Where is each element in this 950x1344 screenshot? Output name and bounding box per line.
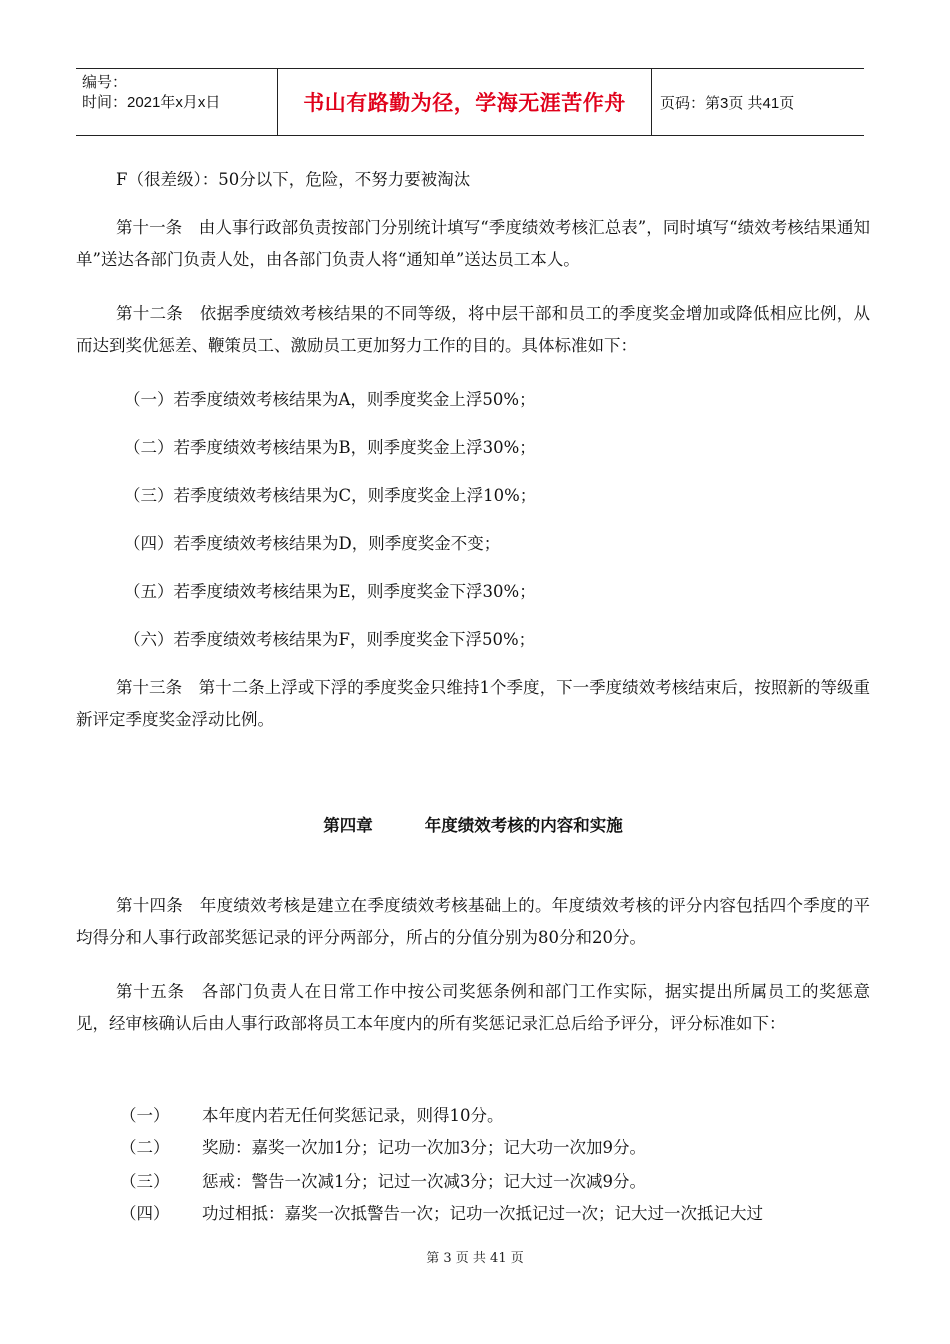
list-item: [120, 1202, 870, 1226]
bonus-item: （一）若季度绩效考核结果为A，则季度奖金上浮50%；: [124, 390, 536, 409]
list-item-number: （一）: [120, 1106, 170, 1125]
list-item: [120, 1104, 870, 1128]
bonus-item: （二）若季度绩效考核结果为B，则季度奖金上浮30%；: [124, 438, 536, 457]
header-meta: [76, 69, 278, 135]
header-motto-cell: [278, 69, 652, 135]
bonus-item: （三）若季度绩效考核结果为C，则季度奖金上浮10%；: [124, 486, 537, 505]
page-header: [76, 68, 864, 136]
list-item-number: （四）: [120, 1204, 170, 1223]
header-motto: 书山有路勤为径，学海无涯苦作舟: [303, 91, 626, 115]
bonus-item: （五）若季度绩效考核结果为E，则季度奖金下浮30%；: [124, 582, 536, 601]
bonus-item: （四）若季度绩效考核结果为D，则季度奖金不变；: [124, 534, 501, 553]
paragraph-article-13: 第十三条 第十二条上浮或下浮的季度奖金只维持1个季度，下一季度绩效考核结束后，按照新的等级重新评定季度奖金浮动比例。: [76, 678, 870, 729]
list-item-text: 本年度内若无任何奖惩记录，则得10分。: [202, 1106, 504, 1125]
paragraph-article-12: 第十二条 依据季度绩效考核结果的不同等级，将中层干部和员工的季度奖金增加或降低相应比例，从而达到奖优惩差、鞭策员工、激励员工更加努力工作的目的。具体标准如下：: [76, 304, 870, 355]
chapter-number: 第四章: [323, 816, 373, 835]
header-page-label: 页码：第3页 共41页: [660, 94, 795, 112]
paragraph-article-15: 第十五条 各部门负责人在日常工作中按公司奖惩条例和部门工作实际，据实提出所属员工的奖惩意见，经审核确认后由人事行政部将员工本年度内的所有奖惩记录汇总后给予评分，评分标准如下：: [76, 982, 870, 1033]
chapter-title: 年度绩效考核的内容和实施: [424, 816, 623, 835]
list-item: [120, 1170, 870, 1194]
list-item: [120, 1136, 870, 1160]
paragraph-article-11: 第十一条 由人事行政部负责按部门分别统计填写“季度绩效考核汇总表”，同时填写“绩效考核结果通知单”送达各部门负责人处，由各部门负责人将“通知单”送达员工本人。: [76, 218, 870, 269]
bonus-item: （六）若季度绩效考核结果为F，则季度奖金下浮50%；: [124, 630, 536, 649]
paragraph-article-14: 第十四条 年度绩效考核是建立在季度绩效考核基础上的。年度绩效考核的评分内容包括四个季度的平均得分和人事行政部奖惩记录的评分两部分，所占的分值分别为80分和20分。: [76, 896, 870, 947]
chapter-heading: [76, 812, 870, 836]
list-item-number: （二）: [120, 1138, 170, 1157]
header-number-label: 编号：: [82, 74, 128, 91]
paragraph-grade-f: F（很差级）：50分以下，危险，不努力要被淘汰: [116, 170, 471, 189]
list-item-text: 惩戒：警告一次减1分；记过一次减3分；记大过一次减9分。: [202, 1172, 646, 1191]
header-page-cell: [652, 69, 864, 135]
page-footer: 第 3 页 共 41 页: [426, 1251, 524, 1266]
list-item-text: 功过相抵：嘉奖一次抵警告一次；记功一次抵记过一次；记大过一次抵记大过: [202, 1204, 763, 1223]
list-item-text: 奖励：嘉奖一次加1分；记功一次加3分；记大功一次加9分。: [202, 1138, 646, 1157]
list-item-number: （三）: [120, 1172, 170, 1191]
header-time-label: 时间：2021年x月x日: [82, 94, 221, 111]
